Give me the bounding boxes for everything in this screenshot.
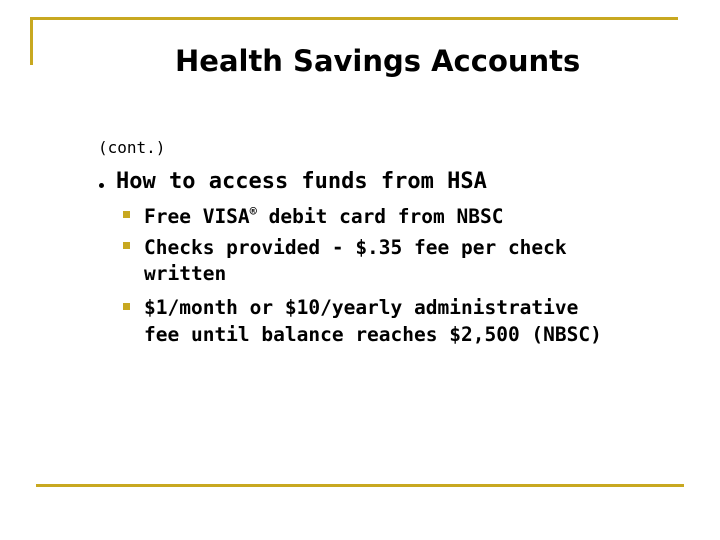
main-bullet-text: How to access funds from HSA	[116, 169, 487, 194]
slide-subtitle: (cont.)	[98, 138, 166, 157]
frame-top-rule	[30, 17, 678, 20]
fee-line-cont: fee until balance reaches $2,500 (NBSC)	[144, 323, 602, 346]
frame-left-rule	[30, 17, 33, 65]
registered-mark: ®	[249, 204, 257, 219]
checks-line-cont: written	[144, 262, 227, 285]
visa-text: Free VISA	[144, 205, 250, 228]
visa-line	[144, 202, 503, 231]
square-bullet-icon	[123, 242, 130, 249]
square-bullet-icon	[123, 303, 130, 310]
square-bullet-icon	[123, 211, 130, 218]
slide-title: Health Savings Accounts	[175, 44, 581, 78]
frame-bottom-rule	[36, 484, 684, 487]
checks-line: Checks provided - $.35 fee per check	[144, 236, 567, 259]
bullet-dot-icon	[99, 183, 104, 188]
visa-text-rest: debit card from NBSC	[256, 205, 504, 228]
fee-line: $1/month or $10/yearly administrative	[144, 296, 579, 319]
